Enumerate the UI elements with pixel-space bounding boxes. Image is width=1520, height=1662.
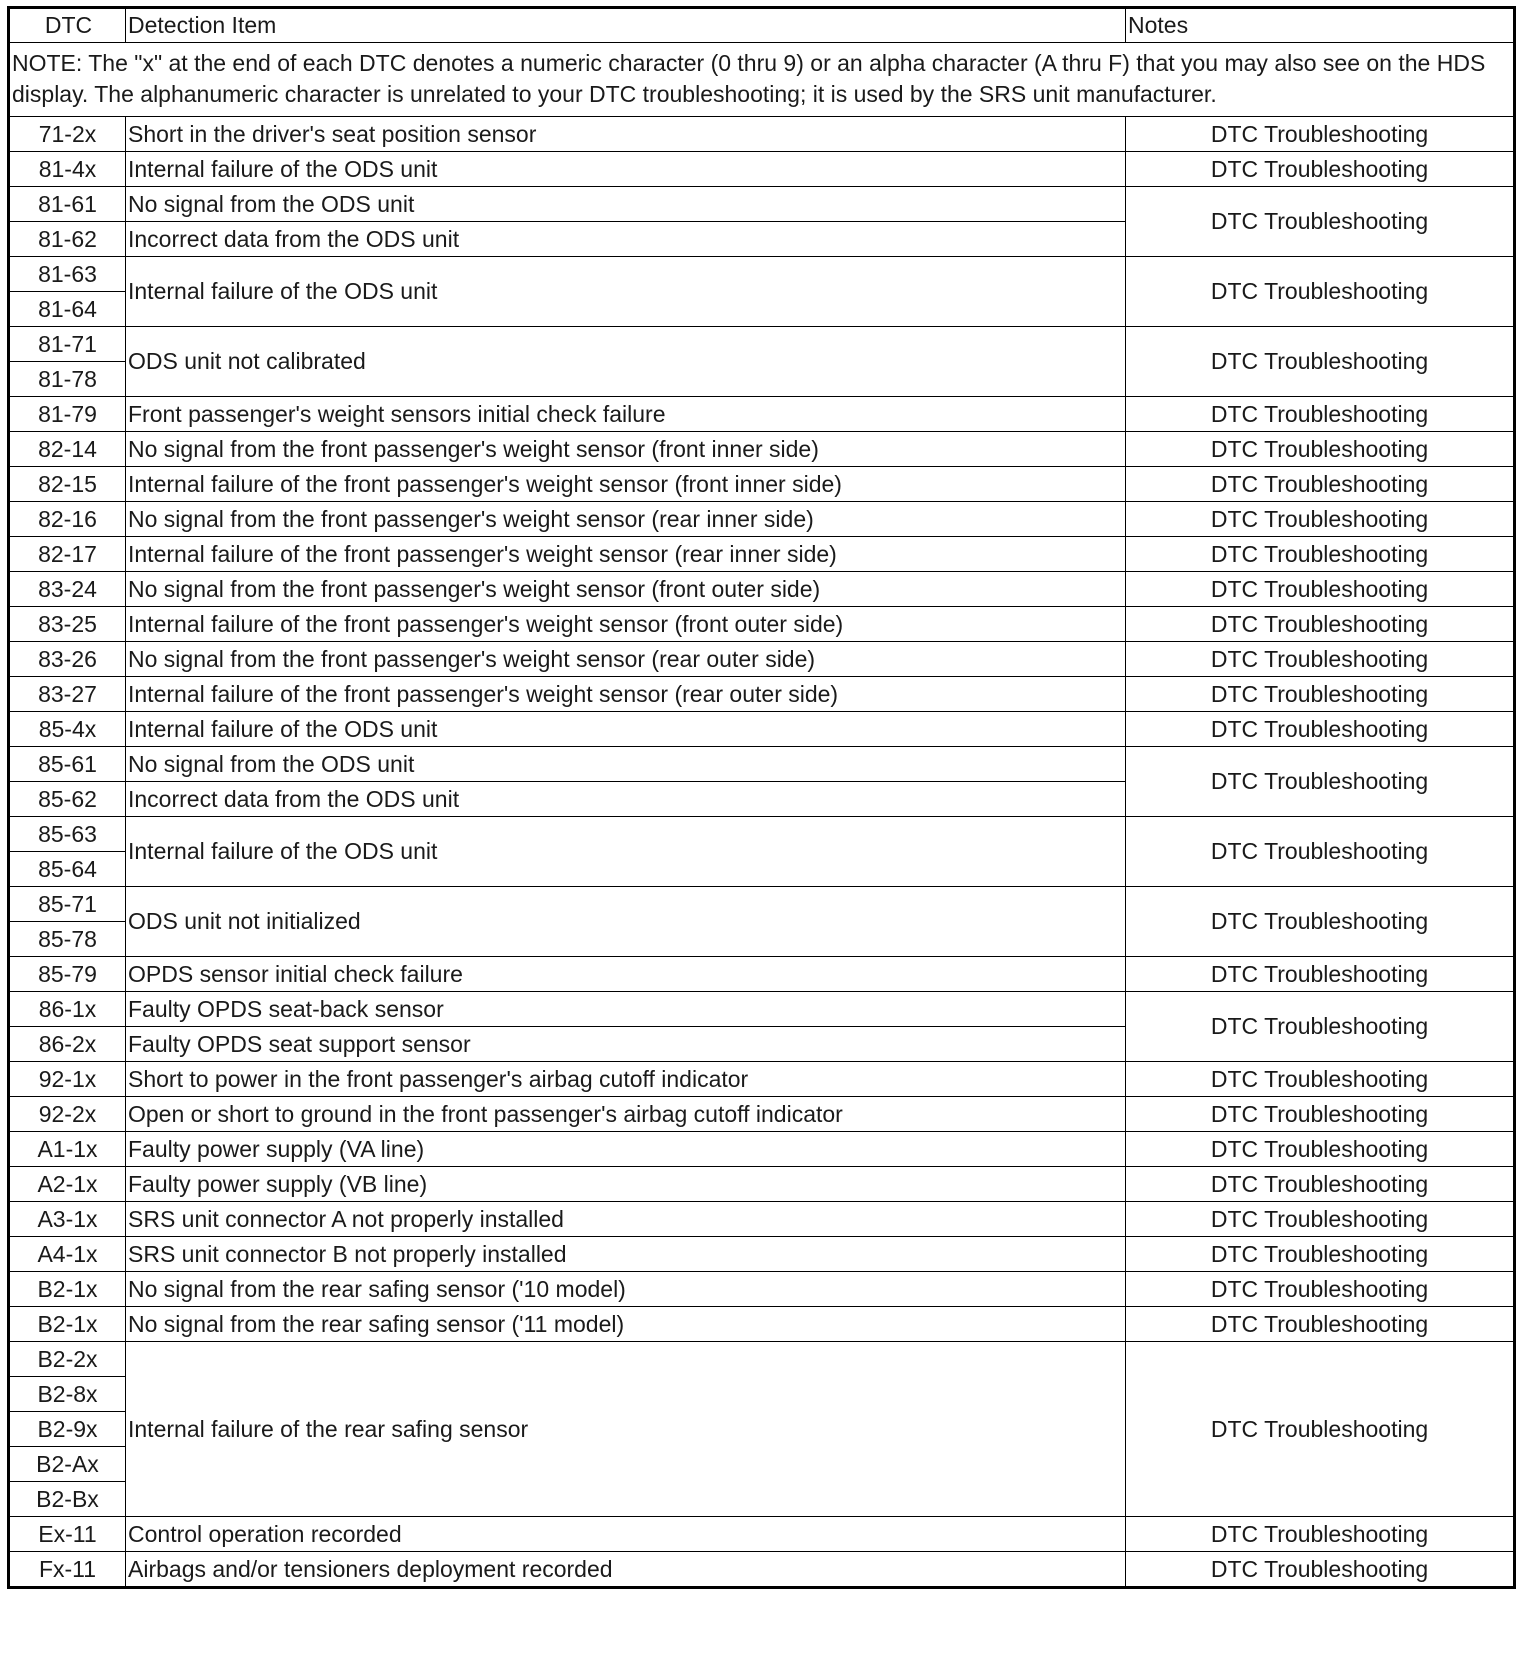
notes-cell: DTC Troubleshooting: [1126, 1062, 1515, 1097]
detection-item: Internal failure of the ODS unit: [126, 712, 1126, 747]
detection-item: Open or short to ground in the front passenger's airbag cutoff indicator: [126, 1097, 1126, 1132]
dtc-code: A2-1x: [9, 1167, 126, 1202]
table-row: [9, 397, 1515, 432]
detection-item: OPDS sensor initial check failure: [126, 957, 1126, 992]
header-detection-item: Detection Item: [126, 8, 1126, 43]
notes-cell: DTC Troubleshooting: [1126, 1237, 1515, 1272]
table-row: [9, 1132, 1515, 1167]
table-row: [9, 747, 1515, 782]
detection-item: Internal failure of the ODS unit: [126, 152, 1126, 187]
table-row: [9, 1307, 1515, 1342]
dtc-code: B2-9x: [9, 1412, 126, 1447]
dtc-code: 82-15: [9, 467, 126, 502]
detection-item: Faulty power supply (VA line): [126, 1132, 1126, 1167]
dtc-code: B2-Ax: [9, 1447, 126, 1482]
table-row: [9, 992, 1515, 1027]
notes-cell: DTC Troubleshooting: [1126, 1517, 1515, 1552]
detection-item: Internal failure of the front passenger's weight sensor (front outer side): [126, 607, 1126, 642]
notes-cell: DTC Troubleshooting: [1126, 992, 1515, 1062]
notes-cell: DTC Troubleshooting: [1126, 1202, 1515, 1237]
table-row: [9, 677, 1515, 712]
table-row: [9, 1202, 1515, 1237]
table-row: [9, 1062, 1515, 1097]
notes-cell: DTC Troubleshooting: [1126, 327, 1515, 397]
dtc-code: 86-1x: [9, 992, 126, 1027]
table-row: [9, 817, 1515, 852]
notes-cell: DTC Troubleshooting: [1126, 1132, 1515, 1167]
notes-cell: DTC Troubleshooting: [1126, 572, 1515, 607]
table-row: [9, 152, 1515, 187]
notes-cell: DTC Troubleshooting: [1126, 397, 1515, 432]
dtc-code: 85-4x: [9, 712, 126, 747]
detection-item: No signal from the rear safing sensor ('10 model): [126, 1272, 1126, 1307]
detection-item: No signal from the front passenger's weight sensor (rear inner side): [126, 502, 1126, 537]
detection-item: Internal failure of the front passenger's weight sensor (rear outer side): [126, 677, 1126, 712]
table-row: [9, 502, 1515, 537]
table-row: [9, 1552, 1515, 1588]
detection-item: ODS unit not initialized: [126, 887, 1126, 957]
detection-item: No signal from the front passenger's weight sensor (front inner side): [126, 432, 1126, 467]
detection-item: Internal failure of the front passenger's weight sensor (front inner side): [126, 467, 1126, 502]
dtc-code: 85-61: [9, 747, 126, 782]
notes-cell: DTC Troubleshooting: [1126, 747, 1515, 817]
dtc-code: A4-1x: [9, 1237, 126, 1272]
dtc-code: 85-63: [9, 817, 126, 852]
dtc-code: 82-17: [9, 537, 126, 572]
detection-item: No signal from the ODS unit: [126, 187, 1126, 222]
notes-cell: DTC Troubleshooting: [1126, 1342, 1515, 1517]
notes-cell: DTC Troubleshooting: [1126, 957, 1515, 992]
dtc-code: 83-27: [9, 677, 126, 712]
detection-item: Faulty power supply (VB line): [126, 1167, 1126, 1202]
dtc-code: 81-64: [9, 292, 126, 327]
notes-cell: DTC Troubleshooting: [1126, 502, 1515, 537]
dtc-code: 85-71: [9, 887, 126, 922]
table-row: [9, 257, 1515, 292]
detection-item: Internal failure of the ODS unit: [126, 257, 1126, 327]
detection-item: Front passenger's weight sensors initial check failure: [126, 397, 1126, 432]
detection-item: Faulty OPDS seat support sensor: [126, 1027, 1126, 1062]
notes-cell: DTC Troubleshooting: [1126, 537, 1515, 572]
detection-item: Internal failure of the front passenger's weight sensor (rear inner side): [126, 537, 1126, 572]
table-row: [9, 572, 1515, 607]
dtc-code: Ex-11: [9, 1517, 126, 1552]
table-row: [9, 887, 1515, 922]
dtc-code: B2-1x: [9, 1307, 126, 1342]
header-dtc: DTC: [9, 8, 126, 43]
notes-cell: DTC Troubleshooting: [1126, 1097, 1515, 1132]
dtc-table: [7, 6, 1516, 1589]
detection-item: No signal from the rear safing sensor ('11 model): [126, 1307, 1126, 1342]
notes-cell: DTC Troubleshooting: [1126, 1552, 1515, 1588]
dtc-code: 85-79: [9, 957, 126, 992]
notes-cell: DTC Troubleshooting: [1126, 887, 1515, 957]
dtc-code: 85-64: [9, 852, 126, 887]
dtc-code: B2-2x: [9, 1342, 126, 1377]
detection-item: SRS unit connector B not properly installed: [126, 1237, 1126, 1272]
dtc-code: B2-8x: [9, 1377, 126, 1412]
detection-item: Faulty OPDS seat-back sensor: [126, 992, 1126, 1027]
dtc-code: 82-16: [9, 502, 126, 537]
notes-cell: DTC Troubleshooting: [1126, 257, 1515, 327]
notes-cell: DTC Troubleshooting: [1126, 712, 1515, 747]
detection-item: Control operation recorded: [126, 1517, 1126, 1552]
notes-cell: DTC Troubleshooting: [1126, 1167, 1515, 1202]
dtc-code: Fx-11: [9, 1552, 126, 1588]
notes-cell: DTC Troubleshooting: [1126, 432, 1515, 467]
table-row: [9, 467, 1515, 502]
note-text: NOTE: The "x" at the end of each DTC denotes a numeric character (0 thru 9) or an alpha character (A thru F) that you may also see on the HDS display. The alphanumeric character is unrelated to your DTC troubleshooting; it is used by the SRS unit manufacturer.: [9, 43, 1515, 117]
dtc-code: 81-63: [9, 257, 126, 292]
dtc-code: 83-24: [9, 572, 126, 607]
notes-cell: DTC Troubleshooting: [1126, 152, 1515, 187]
table-row: [9, 1097, 1515, 1132]
notes-cell: DTC Troubleshooting: [1126, 187, 1515, 257]
detection-item: Internal failure of the rear safing sensor: [126, 1342, 1126, 1517]
table-row: [9, 1167, 1515, 1202]
detection-item: No signal from the front passenger's weight sensor (front outer side): [126, 572, 1126, 607]
dtc-code: 85-78: [9, 922, 126, 957]
dtc-code: 82-14: [9, 432, 126, 467]
table-row: [9, 1342, 1515, 1377]
table-row: [9, 117, 1515, 152]
notes-cell: DTC Troubleshooting: [1126, 607, 1515, 642]
note-row: [9, 43, 1515, 117]
detection-item: Internal failure of the ODS unit: [126, 817, 1126, 887]
table-row: [9, 1517, 1515, 1552]
table-row: [9, 537, 1515, 572]
dtc-code: B2-1x: [9, 1272, 126, 1307]
dtc-code: 92-2x: [9, 1097, 126, 1132]
detection-item: Short in the driver's seat position sensor: [126, 117, 1126, 152]
table-row: [9, 642, 1515, 677]
dtc-code: A1-1x: [9, 1132, 126, 1167]
notes-cell: DTC Troubleshooting: [1126, 117, 1515, 152]
notes-cell: DTC Troubleshooting: [1126, 1307, 1515, 1342]
notes-cell: DTC Troubleshooting: [1126, 677, 1515, 712]
dtc-code: A3-1x: [9, 1202, 126, 1237]
notes-cell: DTC Troubleshooting: [1126, 817, 1515, 887]
dtc-code: 81-61: [9, 187, 126, 222]
detection-item: Incorrect data from the ODS unit: [126, 782, 1126, 817]
table-header-row: [9, 8, 1515, 43]
detection-item: No signal from the front passenger's weight sensor (rear outer side): [126, 642, 1126, 677]
table-row: [9, 327, 1515, 362]
dtc-code: 83-25: [9, 607, 126, 642]
dtc-code: 81-62: [9, 222, 126, 257]
notes-cell: DTC Troubleshooting: [1126, 467, 1515, 502]
dtc-code: 81-79: [9, 397, 126, 432]
detection-item: ODS unit not calibrated: [126, 327, 1126, 397]
table-row: [9, 1272, 1515, 1307]
notes-cell: DTC Troubleshooting: [1126, 642, 1515, 677]
header-notes: Notes: [1126, 8, 1515, 43]
detection-item: Airbags and/or tensioners deployment recorded: [126, 1552, 1126, 1588]
dtc-code: 81-78: [9, 362, 126, 397]
dtc-code: 81-71: [9, 327, 126, 362]
dtc-code: 83-26: [9, 642, 126, 677]
table-row: [9, 712, 1515, 747]
table-row: [9, 957, 1515, 992]
dtc-code: 85-62: [9, 782, 126, 817]
detection-item: Incorrect data from the ODS unit: [126, 222, 1126, 257]
table-row: [9, 432, 1515, 467]
dtc-code: 86-2x: [9, 1027, 126, 1062]
dtc-code: 81-4x: [9, 152, 126, 187]
detection-item: No signal from the ODS unit: [126, 747, 1126, 782]
notes-cell: DTC Troubleshooting: [1126, 1272, 1515, 1307]
table-row: [9, 187, 1515, 222]
detection-item: SRS unit connector A not properly installed: [126, 1202, 1126, 1237]
dtc-code: 71-2x: [9, 117, 126, 152]
table-row: [9, 1237, 1515, 1272]
detection-item: Short to power in the front passenger's airbag cutoff indicator: [126, 1062, 1126, 1097]
dtc-code: 92-1x: [9, 1062, 126, 1097]
dtc-code: B2-Bx: [9, 1482, 126, 1517]
table-row: [9, 607, 1515, 642]
